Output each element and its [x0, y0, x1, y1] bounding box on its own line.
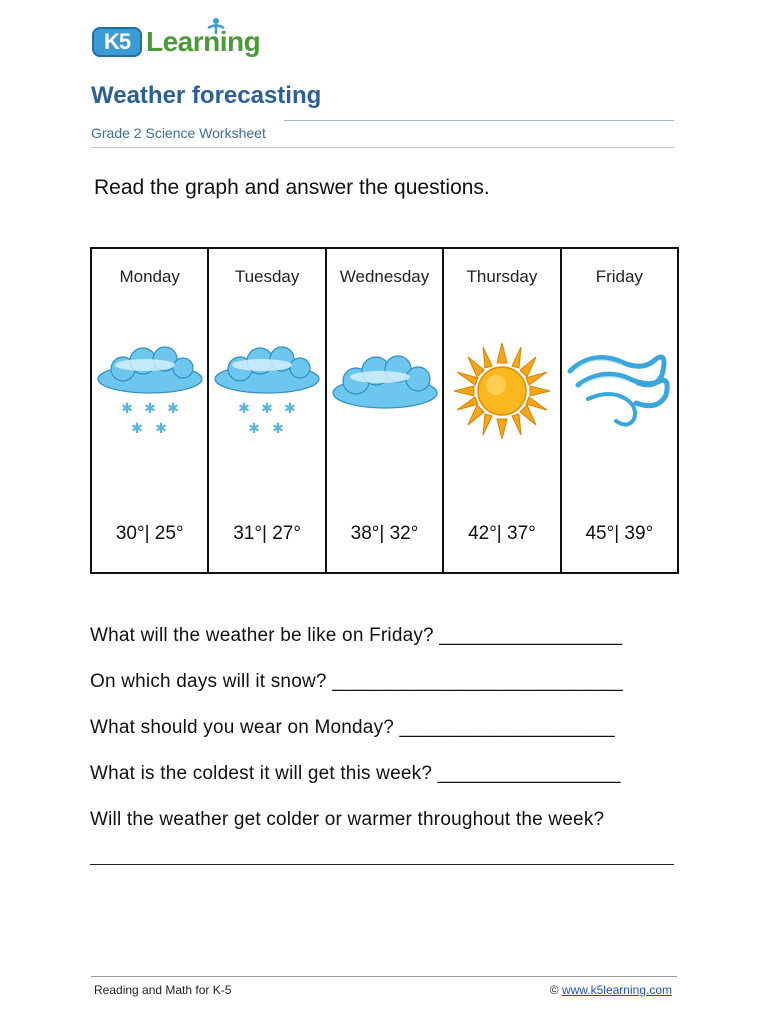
page-subtitle: Grade 2 Science Worksheet [91, 125, 266, 141]
logo-word: Learning [146, 26, 261, 57]
temperature-range: 42°| 37° [468, 523, 536, 544]
snow-cloud-icon [95, 341, 205, 441]
question-item: On which days will it snow? ___________________________ [90, 671, 623, 692]
day-label: Tuesday [234, 267, 300, 286]
subtitle-rule [91, 147, 674, 148]
instruction-text: Read the graph and answer the questions. [94, 176, 490, 199]
snow-cloud-icon [212, 341, 322, 441]
title-rule [284, 120, 674, 121]
logo-figure-icon [204, 16, 228, 40]
copyright-symbol: © [549, 983, 559, 997]
svg-text:✱: ✱ [272, 421, 284, 437]
day-label: Thursday [466, 267, 538, 286]
day-label: Wednesday [339, 267, 430, 286]
svg-text:✱: ✱ [120, 401, 133, 417]
svg-text:✱: ✱ [143, 401, 156, 417]
temperature-range: 31°| 27° [233, 523, 301, 544]
temperature-range: 38°| 32° [350, 523, 419, 544]
question-item: What is the coldest it will get this week? _________________ [90, 763, 621, 784]
forecast-column-monday [92, 249, 209, 572]
day-label: Friday [595, 267, 643, 286]
day-label: Monday [119, 267, 180, 286]
logo-badge: K5 [92, 27, 142, 57]
temperature-range: 30°| 25° [115, 523, 184, 544]
footer-site [550, 983, 672, 997]
wind-icon [564, 341, 674, 441]
website-link[interactable]: www.k5learning.com [561, 983, 672, 997]
cloud-icon [330, 341, 440, 441]
k5-learning-logo [92, 22, 261, 62]
forecast-column-tuesday [209, 249, 326, 572]
answer-line [90, 864, 674, 865]
forecast-column-thursday [444, 249, 561, 572]
question-item: What should you wear on Monday? ____________________ [90, 717, 615, 738]
svg-text:✱: ✱ [130, 421, 143, 437]
svg-text:✱: ✱ [261, 401, 273, 417]
svg-text:✱: ✱ [238, 401, 250, 417]
forecast-column-wednesday [327, 249, 444, 572]
question-list [90, 622, 690, 852]
forecast-table [90, 247, 679, 574]
question-item: What will the weather be like on Friday? _________________ [90, 625, 623, 646]
svg-text:✱: ✱ [248, 421, 260, 437]
forecast-column-friday [562, 249, 677, 572]
footer-rule [91, 976, 677, 977]
sun-icon [447, 341, 557, 441]
footer-tagline: Reading and Math for K-5 [94, 983, 232, 997]
temperature-range: 45°| 39° [585, 523, 654, 544]
svg-text:✱: ✱ [284, 401, 296, 417]
question-item: Will the weather get colder or warmer throughout the week? [90, 809, 605, 830]
svg-text:✱: ✱ [166, 401, 179, 417]
page-title: Weather forecasting [91, 82, 322, 109]
svg-text:✱: ✱ [154, 421, 167, 437]
